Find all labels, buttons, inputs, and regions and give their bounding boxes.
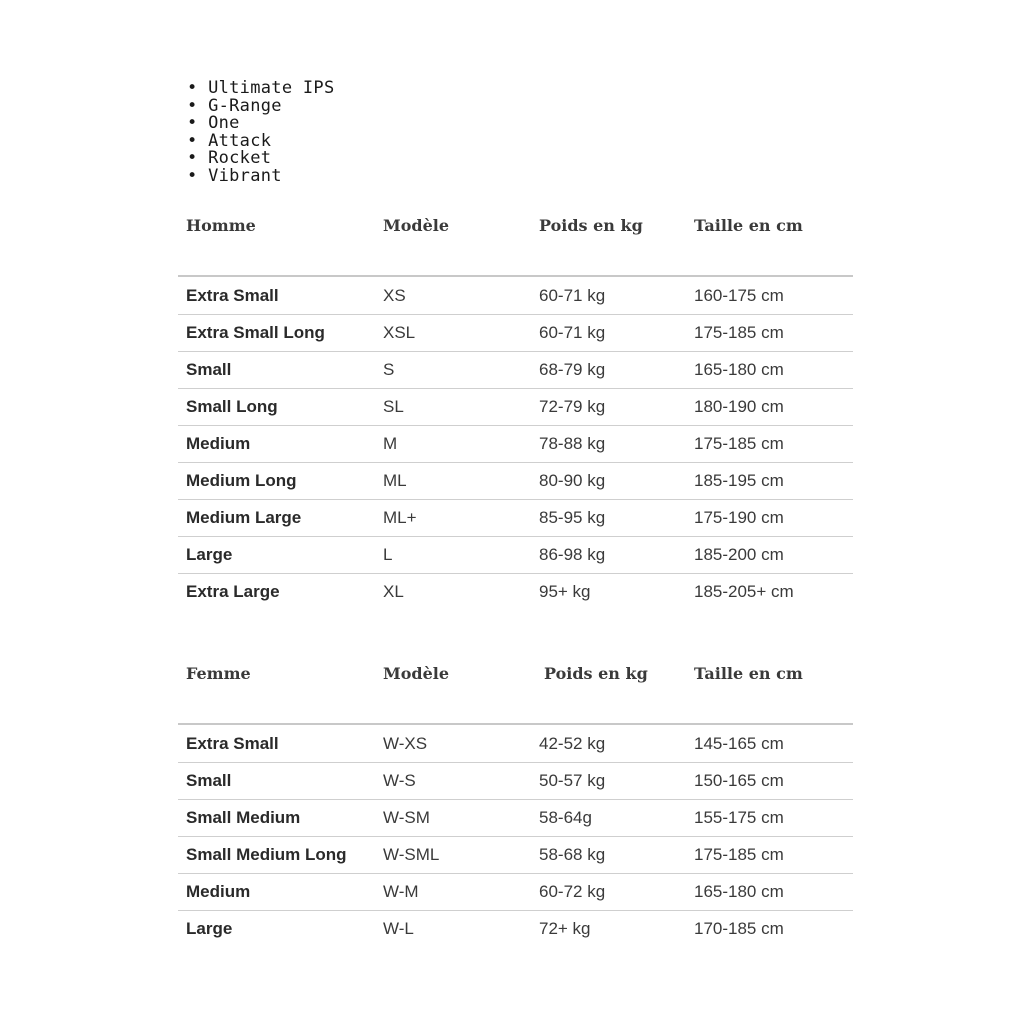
size-name: Medium [186,882,251,901]
height-range: 185-205+ cm [694,582,794,601]
model-code: XL [383,582,404,601]
weight-range: 60-72 kg [539,882,606,901]
height-range: 160-175 cm [694,286,784,305]
height-range: 150-165 cm [694,771,784,790]
weight-range: 58-68 kg [539,845,606,864]
height-range: 175-190 cm [694,508,784,527]
table-row [178,799,853,837]
model-code: XS [383,286,406,305]
weight-range: 95+ kg [539,582,591,601]
height-range: 165-180 cm [694,882,784,901]
header-model: Modèle [383,664,450,683]
table-row [178,388,853,426]
size-name: Medium Long [186,471,297,490]
weight-range: 86-98 kg [539,545,606,564]
model-code: W-L [383,919,414,938]
model-item: • Attack [187,133,335,151]
weight-range: 60-71 kg [539,323,606,342]
model-code: W-S [383,771,416,790]
model-code: SL [383,397,404,416]
size-name: Small [186,771,232,790]
model-item: • Rocket [187,150,335,168]
height-range: 180-190 cm [694,397,784,416]
table-header [178,664,853,714]
model-code: M [383,434,398,453]
model-code: W-SML [383,845,440,864]
model-item: • Vibrant [187,168,335,186]
table-row [178,314,853,352]
model-code: W-SM [383,808,430,827]
height-range: 175-185 cm [694,845,784,864]
weight-range: 80-90 kg [539,471,606,490]
size-name: Extra Large [186,582,280,601]
header-height: Taille en cm [694,216,803,235]
size-name: Medium [186,434,251,453]
table-row [178,762,853,800]
size-name: Medium Large [186,508,302,527]
model-code: S [383,360,395,379]
header-model: Modèle [383,216,450,235]
weight-range: 42-52 kg [539,734,606,753]
size-name: Large [186,919,233,938]
table-row [178,462,853,500]
weight-range: 68-79 kg [539,360,606,379]
table-row [178,499,853,537]
homme-size-table [178,216,853,601]
table-row [178,425,853,463]
header-height: Taille en cm [694,664,803,683]
model-code: ML+ [383,508,417,527]
header-category: Femme [186,664,251,683]
height-range: 170-185 cm [694,919,784,938]
model-code: XSL [383,323,416,342]
table-header [178,216,853,266]
model-item: • Ultimate IPS [187,80,335,98]
size-name: Extra Small [186,734,279,753]
height-range: 185-200 cm [694,545,784,564]
header-weight: Poids en kg [539,216,643,235]
model-item: • G-Range [187,98,335,116]
weight-range: 60-71 kg [539,286,606,305]
weight-range: 85-95 kg [539,508,606,527]
table-row [178,277,853,315]
model-item: • One [187,115,335,133]
model-list [187,80,335,186]
height-range: 185-195 cm [694,471,784,490]
model-code: W-XS [383,734,428,753]
size-name: Large [186,545,233,564]
table-row [178,873,853,911]
table-row [178,536,853,574]
table-row [178,836,853,874]
weight-range: 50-57 kg [539,771,606,790]
table-row [178,725,853,763]
height-range: 175-185 cm [694,434,784,453]
model-code: W-M [383,882,419,901]
table-row [178,351,853,389]
height-range: 145-165 cm [694,734,784,753]
model-code: ML [383,471,407,490]
table-row [178,573,853,610]
height-range: 155-175 cm [694,808,784,827]
header-weight: Poids en kg [544,664,648,683]
weight-range: 78-88 kg [539,434,606,453]
size-name: Small Medium [186,808,301,827]
size-name: Small [186,360,232,379]
weight-range: 72-79 kg [539,397,606,416]
weight-range: 58-64g [539,808,592,827]
header-category: Homme [186,216,256,235]
size-name: Extra Small Long [186,323,325,342]
height-range: 175-185 cm [694,323,784,342]
table-row [178,910,853,947]
size-name: Small Medium Long [186,845,347,864]
height-range: 165-180 cm [694,360,784,379]
femme-size-table [178,664,853,938]
weight-range: 72+ kg [539,919,591,938]
size-name: Extra Small [186,286,279,305]
size-name: Small Long [186,397,278,416]
model-code: L [383,545,393,564]
